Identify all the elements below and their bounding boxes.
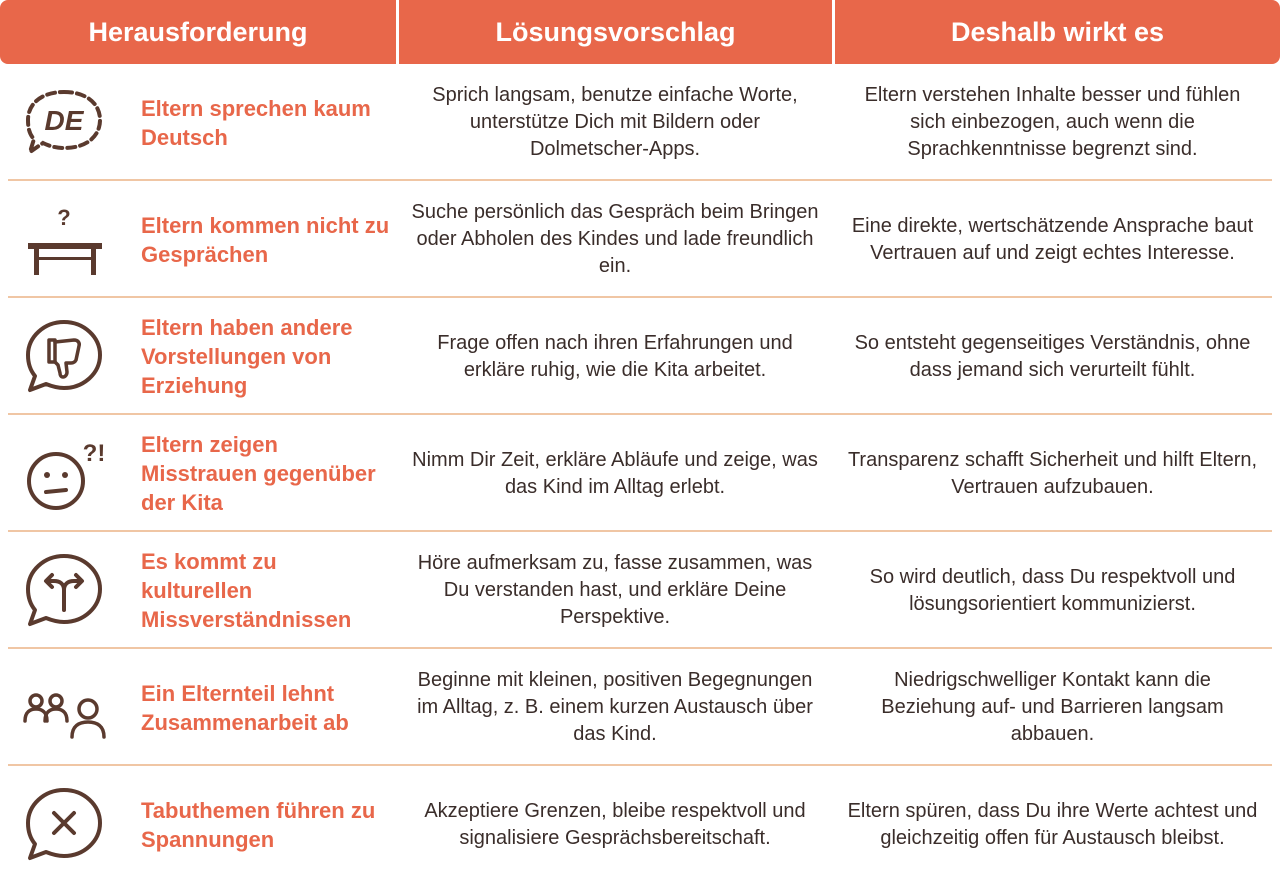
effect-text: So entsteht gegenseitiges Verständnis, ohne dass jemand sich verurteilt fühlt. — [854, 331, 1251, 381]
challenge-text: Eltern haben andere Vorstellungen von Erziehung — [141, 315, 353, 398]
effect-text: So wird deutlich, dass Du respektvoll und lösungsorientiert kommunizierst. — [869, 565, 1236, 615]
solution-text: Suche persönlich das Gespräch beim Bringen oder Abholen des Kindes und lade freundlich ein. — [411, 201, 819, 277]
table-row — [0, 532, 1280, 649]
svg-text:?!: ?! — [82, 440, 106, 467]
thumbs-down-bubble-icon — [22, 316, 106, 396]
solution-text: Frage offen nach ihren Erfahrungen und erkläre ruhig, wie die Kita arbeitet. — [437, 331, 793, 381]
table-row — [0, 64, 1280, 181]
table-row — [0, 298, 1280, 415]
solution-text: Sprich langsam, benutze einfache Worte, unterstütze Dich mit Bildern oder Dolmetscher-Apps. — [432, 84, 798, 160]
challenge-text: Eltern sprechen kaum Deutsch — [141, 95, 371, 150]
table-row — [0, 181, 1280, 298]
challenge-text: Eltern kommen nicht zu Gesprächen — [141, 212, 390, 267]
table-row — [0, 415, 1280, 532]
table-row — [0, 649, 1280, 766]
effect-text: Transparenz schafft Sicherheit und hilft Eltern, Vertrauen aufzubauen. — [847, 448, 1258, 498]
challenge-text: Tabuthemen führen zu Spannungen — [141, 797, 376, 852]
skeptical-face-icon — [22, 433, 106, 513]
empty-table-question-icon — [22, 199, 106, 279]
solution-text: Nimm Dir Zeit, erkläre Abläufe und zeige, was das Kind im Alltag erlebt. — [412, 448, 818, 498]
speech-bubble-de-icon — [22, 82, 106, 162]
table-header — [0, 0, 1280, 64]
effect-text: Niedrigschwelliger Kontakt kann die Beziehung auf- und Barrieren langsam abbauen. — [881, 669, 1224, 745]
effect-text: Eine direkte, wertschätzende Ansprache baut Vertrauen auf und zeigt echtes Interesse. — [851, 214, 1254, 264]
effect-text: Eltern verstehen Inhalte besser und fühlen sich einbezogen, auch wenn die Sprachkenntnisse begrenzt sind. — [864, 84, 1241, 160]
solution-text: Höre aufmerksam zu, fasse zusammen, was Du verstanden hast, und erkläre Deine Perspektive. — [417, 552, 813, 628]
solution-text: Beginne mit kleinen, positiven Begegnungen im Alltag, z. B. einem kurzen Austausch über das Kind. — [417, 669, 813, 745]
svg-text:DE: DE — [44, 105, 84, 136]
challenge-text: Ein Elternteil lehnt Zusammenarbeit ab — [141, 680, 349, 735]
x-bubble-icon — [22, 784, 106, 864]
effect-text: Eltern spüren, dass Du ihre Werte achtest und gleichzeitig offen für Austausch bleibst. — [847, 799, 1258, 849]
svg-text:?: ? — [57, 205, 71, 230]
header-challenge: Herausforderung — [0, 0, 396, 64]
table-row — [0, 766, 1280, 883]
header-effect: Deshalb wirkt es — [835, 0, 1280, 64]
people-group-icon — [22, 667, 106, 747]
challenge-text: Eltern zeigen Misstrauen gegenüber der Kita — [141, 432, 376, 515]
diverging-arrows-bubble-icon — [22, 550, 106, 630]
challenge-text: Es kommt zu kulturellen Missverständnissen — [141, 549, 352, 632]
solution-text: Akzeptiere Grenzen, bleibe respektvoll und signalisiere Gesprächsbereitschaft. — [424, 799, 806, 849]
header-solution: Lösungsvorschlag — [399, 0, 832, 64]
